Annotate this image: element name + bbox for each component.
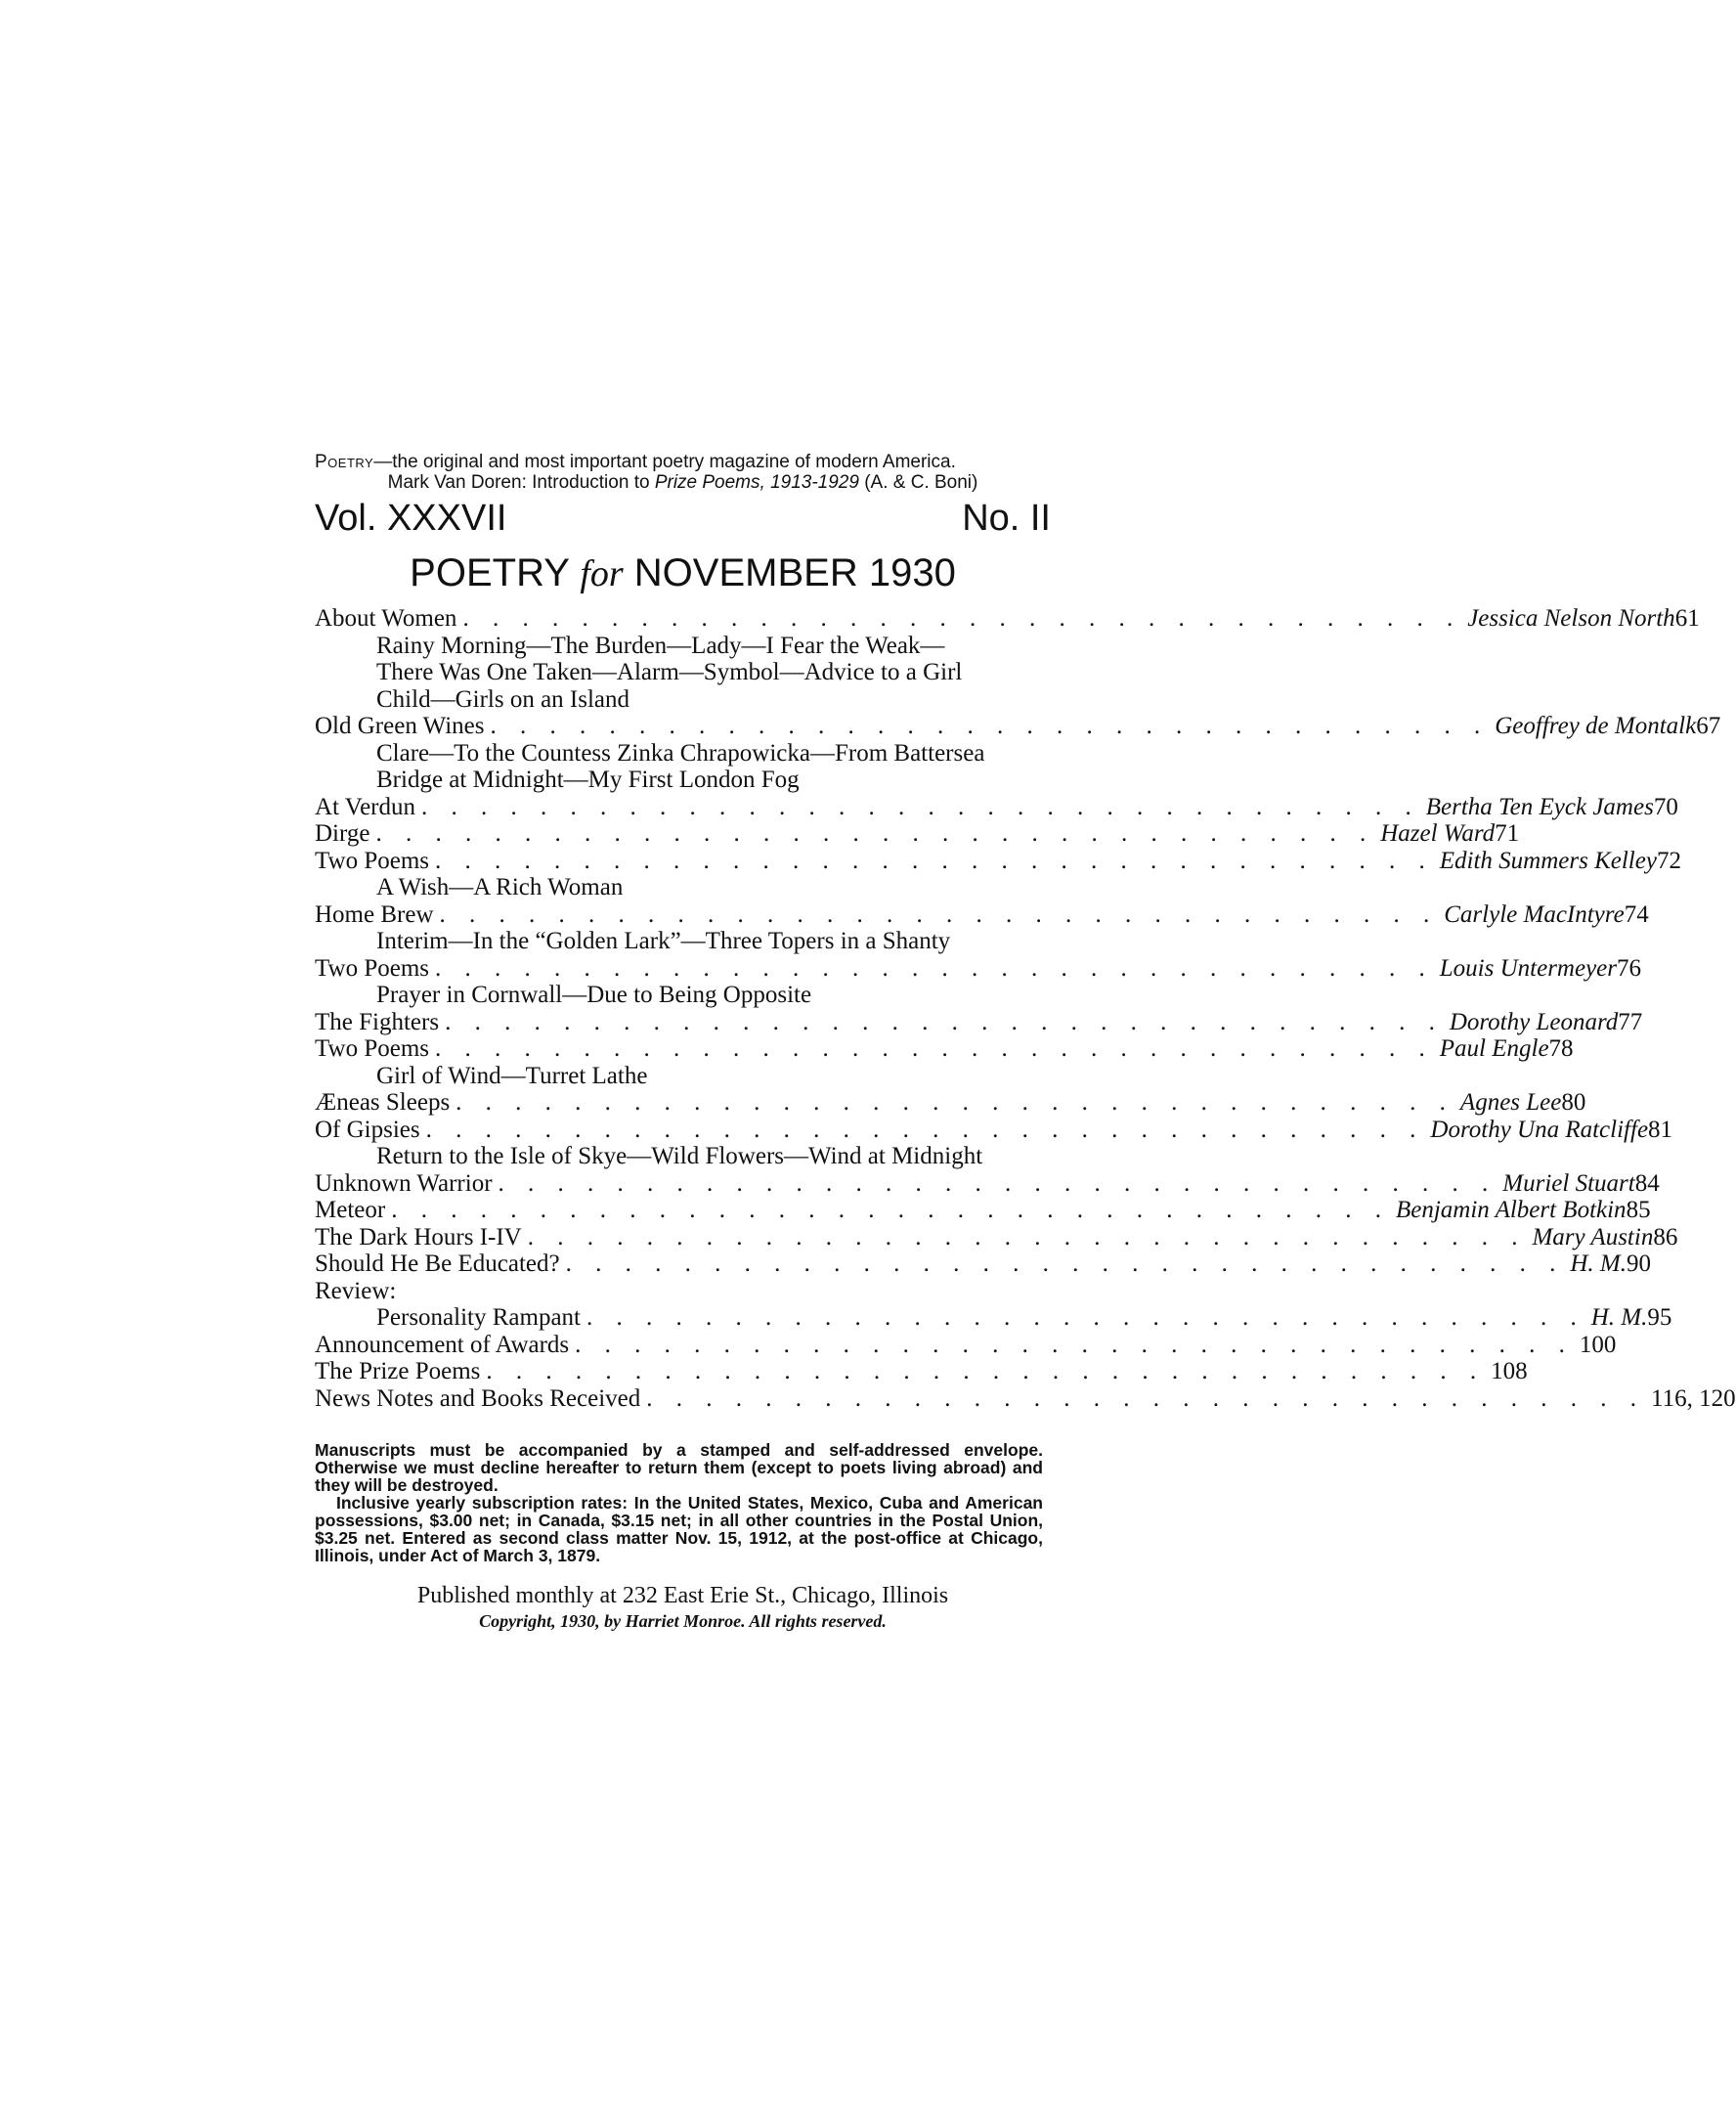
leader-dots: . . . . . . . . . . . . . . . . . . . . . . . . . . . . . . . . . . bbox=[435, 954, 1434, 982]
leader-dots: . . . . . . . . . . . . . . . . . . . . . . . . . . . . . . . . . . bbox=[421, 793, 1420, 820]
subscription-notice: Inclusive yearly subscription rates: In the United States, Mexico, Cuba and American possessions, $3.00 net; in Canada, $3.15 net; in all other countries in the Postal Union, $3.25 net. Entered as second class matter Nov. 15, 1912, at the post-office at Chicago, Illinois, under Act of March 3, 1879. bbox=[315, 1493, 1043, 1565]
entry-page: 74 bbox=[1624, 900, 1649, 928]
entry-title: Æneas Sleeps bbox=[315, 1089, 451, 1116]
page-title bbox=[315, 548, 1051, 599]
entry-author: Louis Untermeyer bbox=[1439, 954, 1617, 982]
entry-title: Personality Rampant bbox=[376, 1304, 581, 1331]
entry-title: Of Gipsies bbox=[315, 1116, 420, 1143]
toc-entry bbox=[315, 1116, 1673, 1144]
entry-subtitles: Rainy Morning—The Burden—Lady—I Fear the Weak—There Was One Taken—Alarm—Symbol—Advice to a Girl Child—Girls on an Island bbox=[376, 632, 963, 713]
entry-subtitles: Interim—In the “Golden Lark”—Three Topers in a Shanty bbox=[376, 928, 951, 954]
source-suffix: (A. & C. Boni) bbox=[858, 472, 978, 493]
entry-author: Edith Summers Kelley bbox=[1439, 847, 1657, 874]
publication-notice bbox=[315, 1441, 1051, 1564]
entry-author: H. M. bbox=[1570, 1250, 1628, 1277]
leader-dots: . . . . . . . . . . . . . . . . . . . . . . . . . . . . . . . . . . bbox=[646, 1384, 1646, 1412]
leader-dots: . . . . . . . . . . . . . . . . . . . . . . . . . . . . . . . . . . bbox=[435, 847, 1434, 874]
entry-author: Dorothy Leonard bbox=[1449, 1008, 1619, 1035]
entry-title: Two Poems bbox=[315, 1035, 430, 1062]
leader-dots: . . . . . . . . . . . . . . . . . . . . . . . . . . . . . . . . . . bbox=[565, 1250, 1565, 1277]
entry-title: The Fighters bbox=[315, 1008, 440, 1035]
toc-entry bbox=[315, 954, 1641, 983]
toc-entry bbox=[315, 1358, 1528, 1385]
entry-title: The Dark Hours I-IV bbox=[315, 1223, 522, 1250]
review-label: Review: bbox=[315, 1277, 397, 1304]
toc-entry bbox=[315, 1008, 1643, 1036]
entry-title: News Notes and Books Received bbox=[315, 1384, 641, 1412]
toc-entry bbox=[315, 820, 1520, 848]
leader-dots: . . . . . . . . . . . . . . . . . . . . . . . . . . . . . . . . . . bbox=[445, 1008, 1444, 1035]
toc-entry bbox=[315, 847, 1681, 875]
title-poetry: POETRY bbox=[410, 551, 570, 594]
entry-page: 84 bbox=[1634, 1169, 1660, 1197]
source-prefix: Mark Van Doren: Introduction to bbox=[387, 472, 655, 493]
entry-page: 80 bbox=[1561, 1089, 1586, 1116]
toc-entry bbox=[315, 1250, 1652, 1278]
entry-author: Carlyle MacIntyre bbox=[1444, 900, 1625, 928]
entry-title: Two Poems bbox=[315, 954, 430, 982]
entry-page: 78 bbox=[1548, 1035, 1574, 1062]
leader-dots: . . . . . . . . . . . . . . . . . . . . . . . . . . . . . . . . . . bbox=[490, 713, 1490, 739]
entry-page: 100 bbox=[1579, 1331, 1617, 1358]
entry-title: Home Brew bbox=[315, 900, 434, 928]
quote-source bbox=[315, 472, 1051, 493]
entry-title: Meteor bbox=[315, 1197, 386, 1223]
leader-dots: . . . . . . . . . . . . . . . . . . . . . . . . . . . . . . . . . . bbox=[462, 605, 1462, 632]
entry-subtitles: Prayer in Cornwall—Due to Being Opposite bbox=[376, 982, 812, 1008]
entry-page: 116, 120 bbox=[1651, 1384, 1736, 1412]
toc-entry bbox=[315, 900, 1649, 929]
toc-entry bbox=[315, 713, 1721, 740]
copyright-line: Copyright, 1930, by Harriet Monroe. All rights reserved. bbox=[479, 1611, 887, 1631]
entry-subtitles: Girl of Wind—Turret Lathe bbox=[376, 1062, 648, 1089]
toc-entry bbox=[315, 1197, 1651, 1224]
entry-page: 76 bbox=[1617, 954, 1641, 982]
entry-title: Old Green Wines bbox=[315, 713, 485, 739]
issue-number: No. II bbox=[962, 498, 1051, 539]
leader-dots: . . . . . . . . . . . . . . . . . . . . . . . . . . . . . . . . . . bbox=[439, 900, 1439, 928]
entry-title: Should He Be Educated? bbox=[315, 1250, 560, 1277]
toc-entry bbox=[315, 1384, 1736, 1413]
leader-dots: . . . . . . . . . . . . . . . . . . . . . . . . . . . . . . . . . . bbox=[527, 1223, 1527, 1250]
leader-dots: . . . . . . . . . . . . . . . . . . . . . . . . . . . . . . . . . . bbox=[486, 1358, 1486, 1384]
source-title: Prize Poems, 1913-1929 bbox=[654, 472, 859, 493]
entry-page: 90 bbox=[1627, 1250, 1652, 1277]
entry-author: Benjamin Albert Botkin bbox=[1395, 1197, 1627, 1223]
table-of-contents bbox=[315, 605, 1736, 1412]
entry-title: Dirge bbox=[315, 820, 370, 847]
entry-author: Mary Austin bbox=[1532, 1223, 1654, 1250]
entry-title: Two Poems bbox=[315, 847, 430, 874]
entry-author: Muriel Stuart bbox=[1502, 1169, 1635, 1197]
toc-entry bbox=[315, 1169, 1660, 1198]
leader-dots: . . . . . . . . . . . . . . . . . . . . . . . . . . . . . . . . . . bbox=[391, 1197, 1390, 1223]
entry-author: Geoffrey de Montalk bbox=[1495, 713, 1697, 739]
entry-author: Agnes Lee bbox=[1459, 1089, 1562, 1116]
toc-entry bbox=[315, 1035, 1574, 1063]
masthead-quote bbox=[315, 452, 1051, 472]
published-line: Published monthly at 232 East Erie St., Chicago, Illinois bbox=[416, 1583, 949, 1608]
volume-row bbox=[315, 497, 1051, 540]
volume-label: Vol. XXXVII bbox=[315, 498, 507, 539]
entry-subtitles: Clare—To the Countess Zinka Chrapowicka—From Battersea Bridge at Midnight—My First London Fog bbox=[376, 739, 985, 793]
toc-entry bbox=[315, 605, 1700, 633]
entry-title: Announcement of Awards bbox=[315, 1331, 570, 1358]
leader-dots: . . . . . . . . . . . . . . . . . . . . . . . . . . . . . . . . . . bbox=[498, 1169, 1497, 1197]
leader-dots: . . . . . . . . . . . . . . . . . . . . . . . . . . . . . . . . . . bbox=[456, 1089, 1454, 1116]
quote-text: —the original and most important poetry magazine of modern America. bbox=[373, 452, 956, 472]
entry-subtitles: A Wish—A Rich Woman bbox=[376, 874, 624, 900]
entry-title: About Women bbox=[315, 605, 457, 632]
title-for: for bbox=[580, 553, 624, 594]
entry-page: 95 bbox=[1647, 1304, 1672, 1331]
entry-subtitles: Return to the Isle of Skye—Wild Flowers—Wind at Midnight bbox=[376, 1143, 983, 1169]
manuscripts-notice: Manuscripts must be accompanied by a stamped and self-addressed envelope. Otherwise we must decline hereafter to return them (except to poets living abroad) and they will be destroyed. bbox=[315, 1440, 1043, 1495]
entry-page: 81 bbox=[1648, 1116, 1673, 1143]
entry-title: The Prize Poems bbox=[315, 1358, 481, 1384]
entry-page: 71 bbox=[1495, 820, 1520, 847]
entry-page: 108 bbox=[1491, 1358, 1528, 1384]
entry-author: H. M. bbox=[1590, 1304, 1648, 1331]
toc-entry bbox=[315, 1304, 1672, 1332]
leader-dots: . . . . . . . . . . . . . . . . . . . . . . . . . . . . . . . . . . bbox=[375, 820, 1375, 847]
entry-author: Jessica Nelson North bbox=[1467, 605, 1675, 632]
entry-author: Hazel Ward bbox=[1380, 820, 1496, 847]
entry-title: At Verdun bbox=[315, 793, 416, 820]
toc-entry bbox=[315, 793, 1678, 821]
title-month: NOVEMBER 1930 bbox=[633, 551, 956, 594]
poetry-smallcaps: Poetry bbox=[315, 452, 374, 472]
entry-author: Bertha Ten Eyck James bbox=[1425, 793, 1654, 820]
entry-page: 85 bbox=[1626, 1197, 1651, 1223]
toc-entry bbox=[315, 1331, 1617, 1359]
toc-entry bbox=[315, 1223, 1678, 1251]
leader-dots: . . . . . . . . . . . . . . . . . . . . . . . . . . . . . . . . . . bbox=[435, 1035, 1434, 1062]
leader-dots: . . . . . . . . . . . . . . . . . . . . . . . . . . . . . . . . . . bbox=[425, 1116, 1425, 1143]
leader-dots: . . . . . . . . . . . . . . . . . . . . . . . . . . . . . . . . . . bbox=[586, 1304, 1585, 1331]
entry-title: Unknown Warrior bbox=[315, 1169, 493, 1197]
entry-page: 70 bbox=[1653, 793, 1678, 820]
entry-page: 67 bbox=[1696, 713, 1721, 739]
toc-entry bbox=[315, 1089, 1586, 1117]
entry-author: Dorothy Una Ratcliffe bbox=[1430, 1116, 1649, 1143]
entry-page: 86 bbox=[1653, 1223, 1678, 1250]
entry-page: 61 bbox=[1674, 605, 1700, 632]
entry-author: Paul Engle bbox=[1439, 1035, 1549, 1062]
contents-page bbox=[315, 452, 1736, 1633]
leader-dots: . . . . . . . . . . . . . . . . . . . . . . . . . . . . . . . . . . bbox=[575, 1331, 1574, 1358]
entry-page: 72 bbox=[1656, 847, 1681, 874]
entry-page: 77 bbox=[1618, 1008, 1643, 1035]
